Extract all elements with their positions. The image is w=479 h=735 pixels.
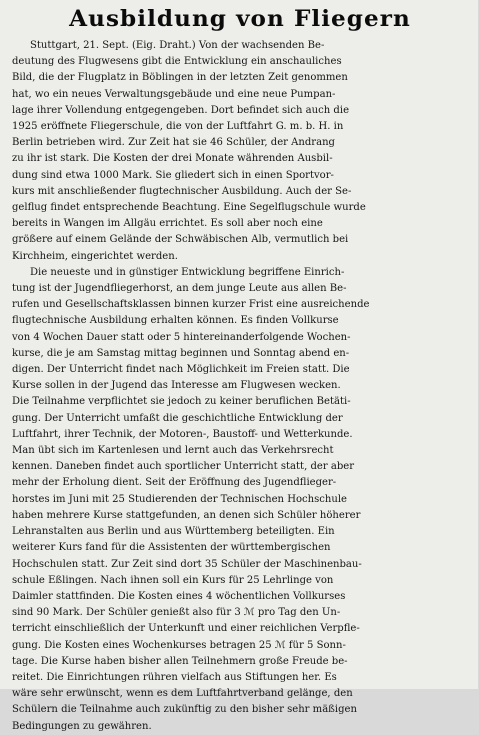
paragraph-1-line: lage ihrer Vollendung entgegengeben. Dort befindet sich auch die	[12, 104, 350, 116]
paragraph-2-line: reitet. Die Einrichtungen rühren vielfach aus Stiftungen her. Es	[12, 671, 337, 683]
paragraph-1-line: kurs mit anschließender flugtechnischer Ausbildung. Auch der Se-	[12, 185, 352, 197]
article-title: Ausbildung von Fliegern	[69, 6, 411, 32]
paragraph-1-line: Bild, die der Flugplatz in Böblingen in der letzten Zeit genommen	[12, 72, 348, 84]
paragraph-2-line: Daimler stattfinden. Die Kosten eines 4 wöchentlichen Vollkurses	[12, 590, 346, 602]
paragraph-2-line: rufen und Gesellschaftsklassen binnen kurzer Frist eine ausreichende	[12, 299, 370, 311]
paragraph-2-line: Bedingungen zu gewähren.	[12, 720, 152, 732]
paragraph-2-line: Schülern die Teilnahme auch zukünftig zu den bisher sehr mäßigen	[12, 704, 357, 716]
paragraph-2-line: tung ist der Jugendfliegerhorst, an dem junge Leute aus allen Be-	[12, 283, 347, 295]
paragraph-1-line: Stuttgart, 21. Sept. (Eig. Draht.) Von der wachsenden Be-	[30, 40, 325, 51]
paragraph-2-line: gung. Die Kosten eines Wochenkurses betragen 25 ℳ für 5 Sonn-	[12, 639, 346, 651]
article-body	[12, 38, 468, 735]
paragraph-1-line: hat, wo ein neues Verwaltungsgebäude und eine neue Pumpan-	[12, 88, 336, 100]
paragraph-2-line: Kurse sollen in der Jugend das Interesse am Flugwesen wecken.	[12, 380, 341, 392]
paragraph-2-line: horstes im Juni mit 25 Studierenden der Technischen Hochschule	[12, 493, 347, 505]
paragraph-2-line: sind 90 Mark. Der Schüler genießt also für 3 ℳ pro Tag den Un-	[12, 607, 341, 619]
paragraph-2-line: von 4 Wochen Dauer statt oder 5 hintereinanderfolgende Wochen-	[12, 331, 351, 343]
paragraph-2-line: terricht einschließlich der Unterkunft und einer reichlichen Verpfle-	[12, 623, 360, 635]
paragraph-2-line: tage. Die Kurse haben bisher allen Teilnehmern große Freude be-	[12, 655, 348, 667]
paragraph-2-line: mehr der Erholung dient. Seit der Eröffnung des Jugendflieger-	[12, 477, 337, 489]
paragraph-2-line: kurse, die je am Samstag mittag beginnen und Sonntag abend en-	[12, 347, 350, 359]
paragraph-2-line: Hochschulen statt. Zur Zeit sind dort 35 Schüler der Maschinenbau-	[12, 558, 362, 570]
paragraph-1-line: zu ihr ist stark. Die Kosten der drei Monate währenden Ausbil-	[12, 153, 333, 165]
paragraph-2-line: schule Eßlingen. Nach ihnen soll ein Kurs für 25 Lehrlinge von	[12, 574, 334, 586]
paragraph-2-line: gung. Der Unterricht umfaßt die geschichtliche Entwicklung der	[12, 412, 343, 424]
paragraph-2-line: Man übt sich im Kartenlesen und lernt auch das Verkehrsrecht	[12, 445, 334, 457]
paragraph-1-line: Kirchheim, eingerichtet werden.	[12, 250, 178, 262]
paragraph-2-line: Lehranstalten aus Berlin und aus Württemberg beteiligten. Ein	[12, 526, 335, 538]
paragraph-2-line: flugtechnische Ausbildung erhalten können. Es finden Vollkurse	[12, 315, 339, 327]
paragraph-1-line: 1925 eröffnete Fliegerschule, die von der Luftfahrt G. m. b. H. in	[12, 121, 344, 133]
paragraph-1-line: deutung des Flugwesens gibt die Entwicklung ein anschauliches	[12, 56, 342, 68]
paragraph-2-line: kennen. Daneben findet auch sportlicher Unterricht statt, der aber	[12, 461, 355, 473]
paragraph-2-line: haben mehrere Kurse stattgefunden, an denen sich Schüler höherer	[12, 509, 361, 521]
paragraph-2-line: wäre sehr erwünscht, wenn es dem Luftfahrtverband gelänge, den	[12, 688, 353, 700]
paragraph-1-line: größere auf einem Gelände der Schwäbischen Alb, vermutlich bei	[12, 234, 349, 246]
paragraph-2-line: Die neueste und in günstiger Entwicklung begriffene Einrich-	[30, 266, 345, 278]
paragraph-2-line: digen. Der Unterricht findet nach Möglichkeit im Freien statt. Die	[12, 364, 350, 376]
paragraph-1-line: Berlin betrieben wird. Zur Zeit hat sie 46 Schüler, der Andrang	[12, 137, 335, 149]
paragraph-2-line: weiterer Kurs fand für die Assistenten der württembergischen	[12, 542, 331, 554]
paragraph-2-line: Die Teilnahme verpflichtet sie jedoch zu keiner beruflichen Betäti-	[12, 396, 351, 408]
paragraph-1-line: dung sind etwa 1000 Mark. Sie gliedert sich in einen Sportvor-	[12, 169, 334, 181]
paragraph-1	[12, 38, 468, 265]
paragraph-1-line: gelflug findet entsprechende Beachtung. Eine Segelflugschule wurde	[12, 202, 366, 214]
paragraph-2	[12, 265, 468, 735]
paragraph-1-line: bereits in Wangen im Allgäu errichtet. Es soll aber noch eine	[12, 218, 323, 230]
paragraph-2-line: Luftfahrt, ihrer Technik, der Motoren-, Baustoff- und Wetterkunde.	[12, 428, 353, 440]
